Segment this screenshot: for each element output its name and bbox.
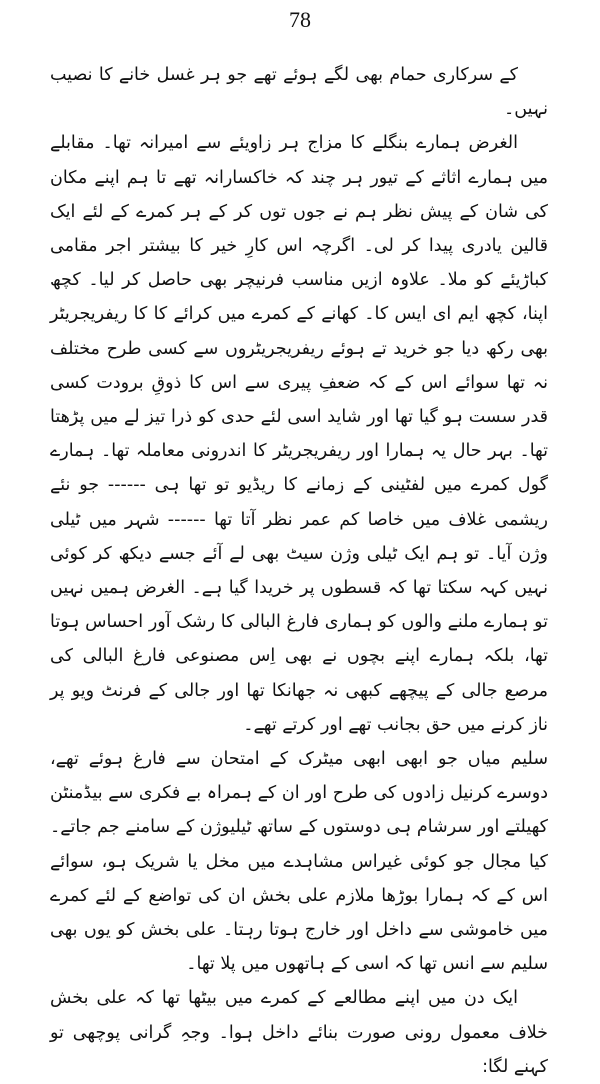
paragraph: الغرض ہمارے بنگلے کا مزاج ہر زاویئے سے امیرانہ تھا۔ مقابلے میں ہمارے اثاثے کے تیور ہر چند کہ خاکسارانہ تھے تا ہم اپنے مکان کی شان کے پیش نظر ہم نے جوں توں کر کے ہر کمرے کے لئے ایک قالین یادری پیدا کر لی۔ اگرچہ اس کارِ خیر کا بیشتر اجر مقامی کباڑیئے کو ملا۔ علاوہ ازیں مناسب فرنیچر بھی حاصل کر لیا۔ کچھ اپنا، کچھ ایم ای ایس کا۔ کھانے کے کمرے میں کرائے کا کا ریفریجریٹر بھی رکھ دیا جو خرید تے ہوئے ریفریجریٹروں سے کسی طرح مختلف نہ تھا سوائے اس کے کہ ضعفِ پیری سے اس کا ذوقِ برودت کسی قدر سست ہو گیا تھا اور شاید اسی لئے حدی کو ذرا تیز لے میں پڑھتا تھا۔ بہر حال یہ ہمارا اور ریفریجریٹر کا اندرونی معاملہ تھا۔ ہمارے گول کمرے میں لفٹینی کے زمانے کا ریڈیو تو تھا ہی ------ جو نئے ریشمی غلاف میں خاصا کم عمر نظر آتا تھا ------ شہر میں ٹیلی وژن آیا۔ تو ہم ایک ٹیلی وژن سیٹ بھی لے آئے جسے دیکھ کر کوئی نہیں کہہ سکتا تھا کہ قسطوں پر خریدا گیا ہے۔ الغرض ہمیں نہیں تو ہمارے ملنے والوں کو ہماری فارغ البالی کا رشک آور احساس ہوتا تھا، بلکہ ہمارے اپنے بچوں نے بھی اِس مصنوعی فارغ البالی کی مرصع جالی کے پیچھے کبھی نہ جھانکا تھا اور جالی کے فرنٹ ویو پر ناز کرنے میں حق بجانب تھے اور کرتے تھے۔ — [50, 133, 548, 735]
page-number: 78 — [289, 7, 311, 32]
paragraph: ایک دن میں اپنے مطالعے کے کمرے میں بیٹھا تھا کہ علی بخش خلاف معمول رونی صورت بنائے داخل ہوا۔ وجہِ گرانی پوچھی تو کہنے لگا: — [50, 988, 548, 1077]
body-text — [50, 58, 548, 1084]
paragraph: سلیم میاں جو ابھی ابھی میٹرک کے امتحان سے فارغ ہوئے تھے، دوسرے کرنیل زادوں کی طرح اور ان کے ہمراہ بے فکری سے بیڈمنٹن کھیلتے اور سرشام ہی دوستوں کے ساتھ ٹیلیوژن کے سامنے جم جاتے۔ کیا مجال جو کوئی غیراس مشاہدے میں مخل یا شریک ہو، سوائے اس کے کہ ہمارا بوڑھا ملازم علی بخش ان کی تواضع کے لئے کمرے میں خاموشی سے داخل اور خارج ہوتا رہتا۔ علی بخش کو یوں بھی سلیم سے انس تھا کہ اسی کے ہاتھوں میں پلا تھا۔ — [50, 749, 548, 975]
paragraph: کے سرکاری حمام بھی لگے ہوئے تھے جو ہر غسل خانے کا نصیب نہیں۔ — [50, 65, 548, 120]
